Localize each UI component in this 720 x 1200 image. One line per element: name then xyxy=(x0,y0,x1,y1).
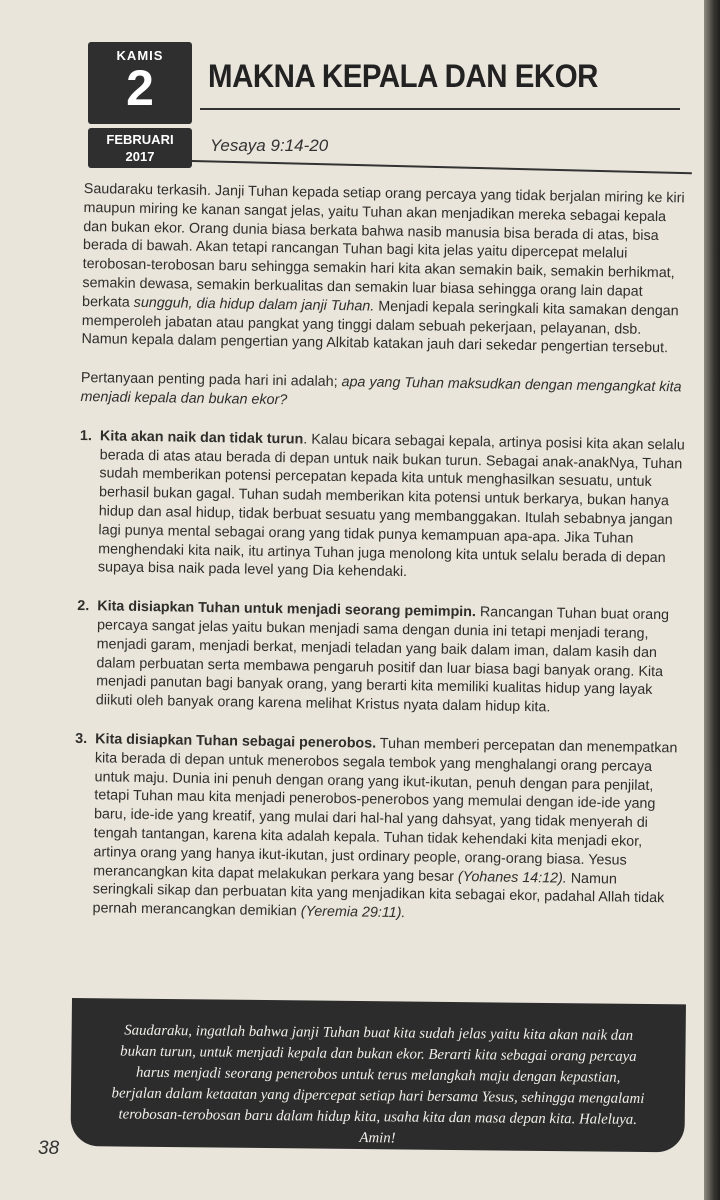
intro-text-b: Menjadi kepala seringkali kita samakan dengan memperoleh jabatan atau pangkat yang tinggi dalam sebuah pekerjaan, pelayanan, dsb. Namun kepala dalam pengertian yang Alkitab katakan jauh dari sekedar pengertian tersebut. xyxy=(81,298,679,357)
list-item xyxy=(76,597,684,719)
points-list xyxy=(72,427,686,928)
point-heading: Kita disiapkan Tuhan sebagai penerobos. xyxy=(95,731,377,752)
book-gutter xyxy=(704,0,720,1200)
date-box xyxy=(88,42,192,124)
point-text: . Kalau bicara sebagai kepala, artinya posisi kita akan selalu berada di atas atau berada di depan untuk naik bukan turun. Sebagai anak-anakNya, Tuhan sudah memberikan potensi percepatan kepada kita untuk menghasilkan sesuatu, untuk berhasil bukan gagal. Tuhan sudah memberikan kita potensi untuk berkarya, bukan hanya hidup dan asal hidup, tidak berbuat sesuatu yang membanggakan. Itulah sebabnya jangan lagi punya mental sebagai orang yang tidak punya kemampuan apa-apa. Jika Tuhan menghendaki kita naik, itu artinya Tuhan juga menolong kita untuk selalu berada di depan supaya bisa naik pada level yang Dia kehendaki. xyxy=(97,431,685,581)
point-number: 1. xyxy=(79,427,93,444)
question-lead: Pertanyaan penting pada hari ini adalah; xyxy=(80,370,342,391)
bible-reference: (Yeremia 29:11). xyxy=(300,903,406,922)
devotional-body xyxy=(72,180,690,947)
intro-paragraph xyxy=(81,180,690,359)
bible-reference: (Yohanes 14:12). xyxy=(457,868,567,887)
point-number: 3. xyxy=(75,730,88,748)
question-italic: apa yang Tuhan maksudkan dengan mengangkat kita menjadi kepala dan bukan ekor? xyxy=(80,374,682,409)
year: 2017 xyxy=(125,149,155,164)
verse-reference: Yesaya 9:14-20 xyxy=(210,136,329,155)
intro-text-a: Saudaraku terkasih. Janji Tuhan kepada setiap orang percaya yang tidak berjalan miring ke kiri maupun miring ke kanan sangat jelas, yaitu Tuhan akan menjadikan mereka sebagai kepala dan bukan ekor. Orang dunia biasa berkata bahwa nasib manusia bisa berada di atas, bisa berada di bawah. Akan tetapi rancangan Tuhan bagi kita jelas yaitu dipercepat melalui terobosan-terobosan baru sehingga semakin hari kita akan semakin baik, semakin berhikmat, semakin dewasa, semakin berkualitas dan semakin luar biasa sehingga orang lain dapat berkata xyxy=(81,180,685,311)
point-number: 2. xyxy=(77,598,90,615)
page-title: MAKNA KEPALA DAN EKOR xyxy=(208,58,598,94)
header-divider xyxy=(192,160,692,174)
day-number: 2 xyxy=(126,60,154,116)
point-text: Tuhan memberi percepatan dan menempatkan kita berada di depan untuk menerobos segala tembok yang menghalangi orang percaya untuk maju. Dunia ini penuh dengan orang yang ikut-ikutan, penuh dengan para penjilat, tetapi Tuhan mau kita menjadi penerobos-penerobos yang memulai dengan ide-ide yang baru, ide-ide yang kreatif, yang mulai dari hal-hal yang dahsyat, yang tidak menyerah di tengah tantangan, karena kita adalah kepala. Tuhan tidak kehendaki kita menjadi ekor, artinya orang yang hanya ikut-ikutan, just ordinary people, orang-orang biasa. Yesus merancangkan kita dapat melakukan perkara yang besar xyxy=(93,735,678,885)
point-heading: Kita disiapkan Tuhan untuk menjadi seorang pemimpin. xyxy=(97,598,477,621)
point-text: Rancangan Tuhan buat orang percaya sangat jelas yaitu bukan menjadi sama dengan dunia ini tetapi menjadi terang, menjadi garam, menjadi berkat, menjadi teladan yang baik dalam iman, dalam kasih dan dalam perbuatan serta membawa pengaruh positif dan luar biasa bagi banyak orang. Kita menjadi panutan bagi banyak orang, yang berarti kita memiliki kualitas hidup yang layak diikuti oleh banyak orang karena melihat Kristus nyata dalam hidup kita. xyxy=(95,604,670,716)
list-item xyxy=(78,427,686,587)
point-text-continued: Namun seringkali sikap dan perbuatan kita yang menjadikan kita sebagai ekor, padahal Allah tidak pernah merancangkan demikian xyxy=(92,870,665,920)
list-item xyxy=(72,730,681,927)
closing-callout: Saudaraku, ingatlah bahwa janji Tuhan buat kita sudah jelas yaitu kita akan naik dan bukan turun, untuk menjadi kepala dan bukan ekor. Berarti kita sebagai orang percaya harus menjadi seorang penerobos untuk terus melangkah maju dengan kepastian, berjalan dalam ketaatan yang dipercepat setiap hari bersama Yesus, sehingga mengalami terobosan-terobosan baru dalam hidup kita, usaha kita dan masa depan kita. Haleluya. Amin! xyxy=(70,998,686,1152)
point-heading: Kita akan naik dan tidak turun xyxy=(99,428,304,448)
page-number: 38 xyxy=(38,1138,60,1159)
month-box xyxy=(88,128,192,168)
intro-italic: sungguh, dia hidup dalam janji Tuhan. xyxy=(133,294,375,315)
question-paragraph xyxy=(80,369,687,416)
day-name: KAMIS xyxy=(116,48,164,63)
month: FEBRUARI xyxy=(106,132,174,147)
title-divider xyxy=(200,108,680,110)
